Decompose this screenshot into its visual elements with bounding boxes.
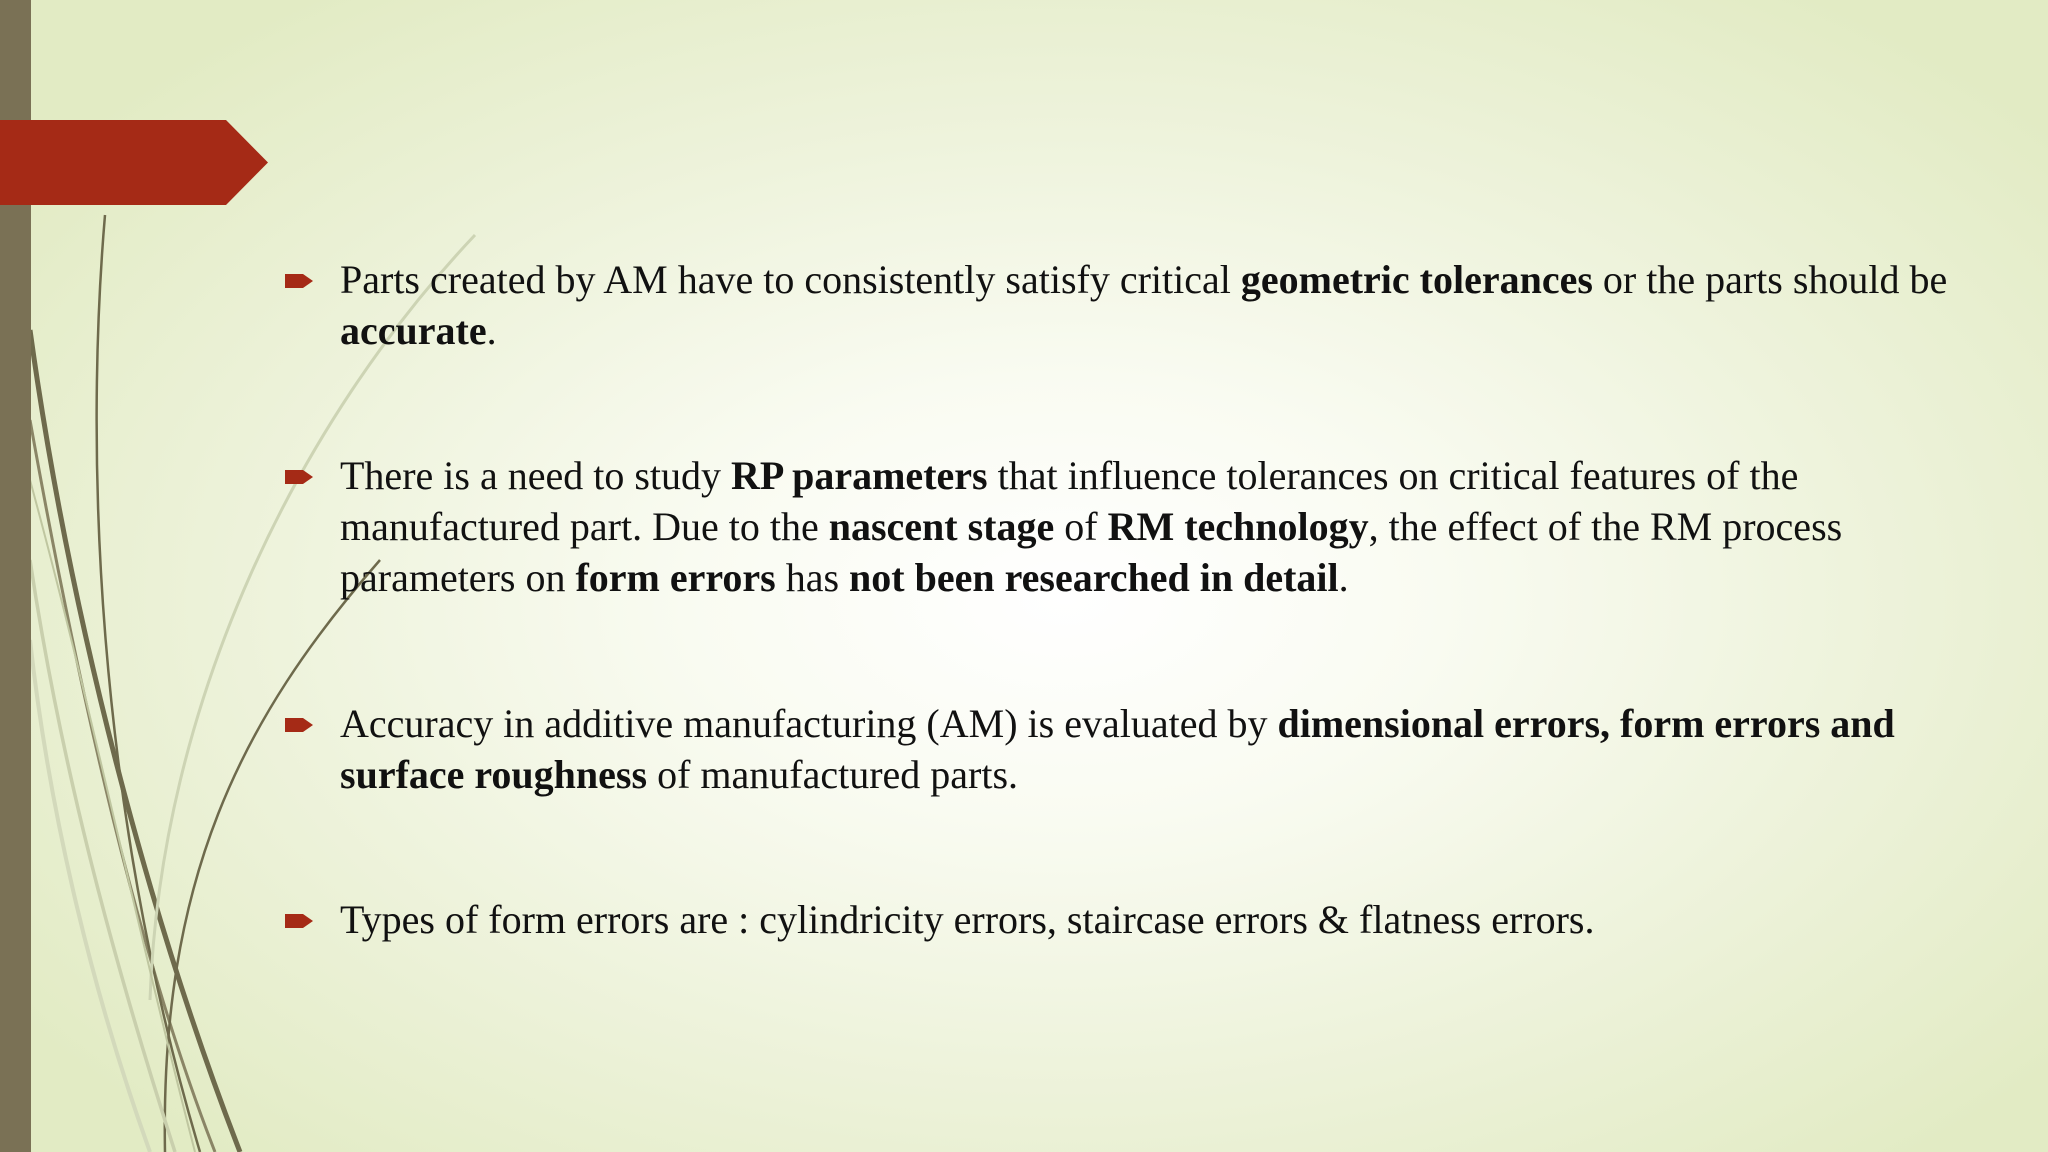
bullet-item-1 xyxy=(285,254,1985,356)
text-segment: Parts created by AM have to consistently satisfy critical xyxy=(340,257,1241,302)
bold-text-segment: RM technology xyxy=(1107,504,1369,549)
bullet-text xyxy=(340,698,1980,800)
bold-text-segment: nascent stage xyxy=(828,504,1055,549)
bullet-item-4 xyxy=(285,894,1985,945)
text-segment: of xyxy=(1054,504,1108,549)
text-segment: There is a need to study xyxy=(340,453,731,498)
bullet-text xyxy=(340,450,1980,603)
bullet-item-3 xyxy=(285,698,1985,800)
text-segment: that influence tolerances on critical features of the manufactured part. Due to the xyxy=(340,453,1799,549)
text-segment: or the parts should be xyxy=(1592,257,1948,302)
text-segment: has xyxy=(775,555,850,600)
bullet-text xyxy=(340,894,1980,945)
arrow-bullet-icon xyxy=(285,270,317,292)
text-segment: . xyxy=(486,308,497,353)
bold-text-segment: accurate xyxy=(340,308,487,353)
bold-text-segment: RP parameters xyxy=(731,453,988,498)
text-segment: Accuracy in additive manufacturing (AM) is evaluated by xyxy=(340,701,1278,746)
arrow-bullet-icon xyxy=(285,714,317,736)
text-segment: , the effect of the RM process parameters on xyxy=(340,504,1843,600)
bold-text-segment: dimensional errors, form errors and surface roughness xyxy=(340,701,1895,797)
text-segment: . xyxy=(1338,555,1349,600)
text-segment: of manufactured parts. xyxy=(647,752,1019,797)
arrow-bullet-icon xyxy=(285,466,317,488)
bold-text-segment: form errors xyxy=(575,555,776,600)
bullet-item-2 xyxy=(285,450,1985,603)
arrow-bullet-icon xyxy=(285,910,317,932)
bold-text-segment: not been researched in detail xyxy=(849,555,1339,600)
bullet-text xyxy=(340,254,1980,356)
bold-text-segment: geometric tolerances xyxy=(1240,257,1593,302)
text-segment: Types of form errors are : cylindricity errors, staircase errors & flatness errors. xyxy=(340,897,1595,942)
title-arrow-shape xyxy=(0,120,268,205)
